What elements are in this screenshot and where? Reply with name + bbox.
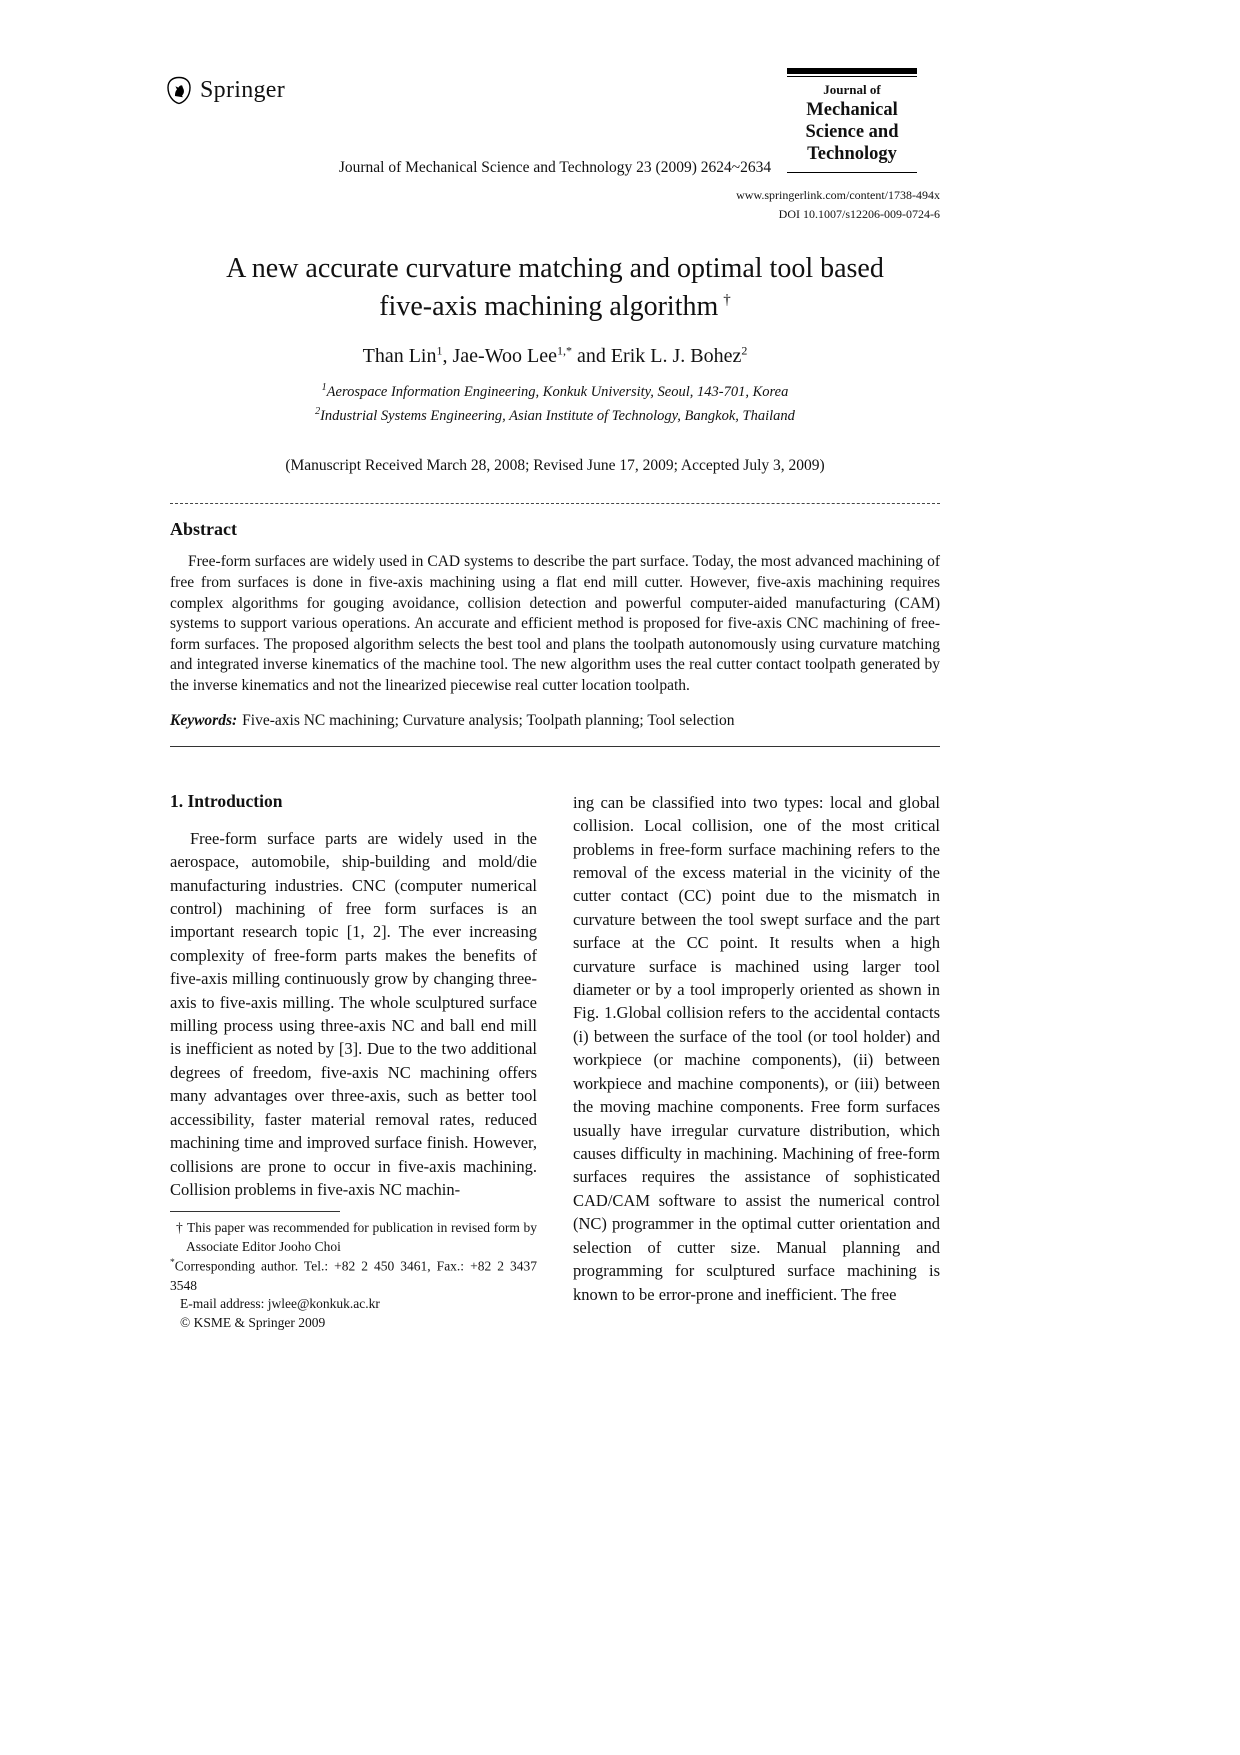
abstract-top-rule xyxy=(170,503,940,504)
publisher-brand xyxy=(166,76,285,105)
abstract-heading: Abstract xyxy=(170,519,237,540)
author-separator: , xyxy=(442,345,453,368)
affiliation-1 xyxy=(170,380,940,404)
affiliations-block xyxy=(170,380,940,427)
author-3-name: Erik L. J. Bohez xyxy=(610,345,742,368)
doi-line: DOI 10.1007/s12206-009-0724-6 xyxy=(778,206,940,221)
introduction-paragraph: Free-form surface parts are widely used in the aerospace, automobile, ship-building and mold/die manufacturing industries. CNC (computer numerical control) machining of free form surfaces is an important research topic [1, 2]. The ever increasing complexity of free-form parts makes the benefits of five-axis milling continuously grow by changing three-axis to five-axis milling. The whole sculptured surface milling process using three-axis NC and ball end mill is inefficient as noted by [3]. Due to the two additional degrees of freedom, five-axis NC machining offers many advantages over three-axis, such as better tool accessibility, faster material removal rates, reduced machining time and improved surface finish. However, collisions are prone to occur in five-axis machining. Collision problems in five-axis NC machin- xyxy=(170,828,537,1199)
right-column xyxy=(573,791,940,1334)
masthead-journal-of: Journal of xyxy=(823,82,881,97)
masthead-top-bar xyxy=(787,68,917,74)
footnote-corresponding-author xyxy=(170,1257,537,1295)
affiliation-2-mark: 2 xyxy=(315,405,321,417)
footnote-email: E-mail address: jwlee@konkuk.ac.kr xyxy=(180,1296,380,1312)
springer-logo-icon xyxy=(166,76,192,105)
footnote-recommendation-text: This paper was recommended for publication in revised form by Associate Editor Jooho Choi xyxy=(186,1220,537,1255)
footnotes-block xyxy=(170,1211,537,1333)
affiliation-2-text: Industrial Systems Engineering, Asian Institute of Technology, Bangkok, Thailand xyxy=(320,407,795,424)
keywords-text: Five-axis NC machining; Curvature analysis; Toolpath planning; Tool selection xyxy=(242,711,735,729)
affiliation-2 xyxy=(170,404,940,428)
keywords-line xyxy=(170,712,940,730)
authors-line xyxy=(170,344,940,369)
journal-masthead xyxy=(787,68,917,173)
manuscript-history: (Manuscript Received March 28, 2008; Revised June 17, 2009; Accepted July 3, 2009) xyxy=(285,457,825,475)
affiliation-1-text: Aerospace Information Engineering, Konkuk University, Seoul, 143-701, Korea xyxy=(326,384,789,401)
abstract-bottom-rule xyxy=(170,746,940,747)
title-dagger-mark: † xyxy=(723,292,731,309)
author-2-affmark: 1,* xyxy=(556,343,572,358)
right-column-paragraph: ing can be classified into two types: local and global collision. Local collision, one of the most critical problems in free-form surface machining refers to the removal of the excess material in the vicinity of the cutter contact (CC) point due to the mismatch in curvature between the tool swept surface and the part surface at the CC point. It results when a high curvature surface is machined using larger tool diameter or by a tool improperly oriented as shown in Fig. 1.Global collision refers to the accidental contacts (i) between the surface of the tool (or tool holder) and workpiece (or machine components), (ii) between workpiece and machine components), or (iii) between the moving machine components. Free form surfaces usually have irregular curvature distribution, which causes difficulty in machining. Machining of free-form surfaces requires the assistance of sophisticated CAD/CAM software to assist the numerical control (NC) programmer in the optimal cutter orientation and selection of cutter size. Manual planning and programming for sculptured surface machining is known to be error-prone and inefficient. The free xyxy=(573,792,940,1304)
keywords-label: Keywords: xyxy=(170,711,238,729)
left-column xyxy=(170,791,537,1334)
author-2 xyxy=(453,345,611,367)
author-2-name: Jae-Woo Lee xyxy=(452,345,557,368)
page-header xyxy=(0,0,1240,238)
author-1 xyxy=(363,345,453,367)
masthead-journal-name: Mechanical Science and Technology xyxy=(787,100,917,173)
paper-title xyxy=(205,250,905,326)
footnote-copyright: © KSME & Springer 2009 xyxy=(180,1315,326,1331)
author-1-affmark: 1 xyxy=(436,343,443,358)
footnote-recommendation xyxy=(170,1219,537,1257)
journal-citation: Journal of Mechanical Science and Technology 23 (2009) 2624~2634 xyxy=(338,159,772,176)
two-column-body xyxy=(170,791,940,1334)
footnote-star-mark: * xyxy=(170,1258,175,1269)
springerlink-url: www.springerlink.com/content/1738-494x xyxy=(736,188,940,202)
author-3-affmark: 2 xyxy=(741,343,748,358)
affiliation-1-mark: 1 xyxy=(321,382,327,394)
author-3 xyxy=(611,345,748,367)
paper-title-text: A new accurate curvature matching and optimal tool based five-axis machining algorithm xyxy=(226,253,884,322)
author-1-name: Than Lin xyxy=(362,345,437,368)
footnote-corresponding-text: Corresponding author. Tel.: +82 2 450 3461, Fax.: +82 2 3437 3548 xyxy=(170,1258,537,1293)
author-separator: and xyxy=(571,345,611,368)
publisher-name: Springer xyxy=(200,77,286,103)
paper-content xyxy=(170,250,940,1333)
footnote-rule xyxy=(170,1211,340,1212)
section-heading-introduction: 1. Introduction xyxy=(170,790,283,811)
footnote-dagger-mark: † xyxy=(176,1220,184,1236)
abstract-body: Free-form surfaces are widely used in CAD systems to describe the part surface. Today, the most advanced machining of free from surfaces is done in five-axis machining using a flat end mill cutter. However, five-axis machining requires complex algorithms for gouging avoidance, collision detection and powerful computer-aided manufacturing (CAM) systems to support various operations. An accurate and efficient method is proposed for five-axis CNC machining of free-form surfaces. The proposed algorithm selects the best tool and plans the toolpath autonomously using curvature matching and integrated inverse kinematics of the machine tool. The new algorithm uses the real cutter contact toolpath generated by the inverse kinematics and not the linearized piecewise real cutter location toolpath. xyxy=(170,553,940,695)
masthead-thin-rule xyxy=(787,76,917,77)
reference-links xyxy=(736,186,940,223)
